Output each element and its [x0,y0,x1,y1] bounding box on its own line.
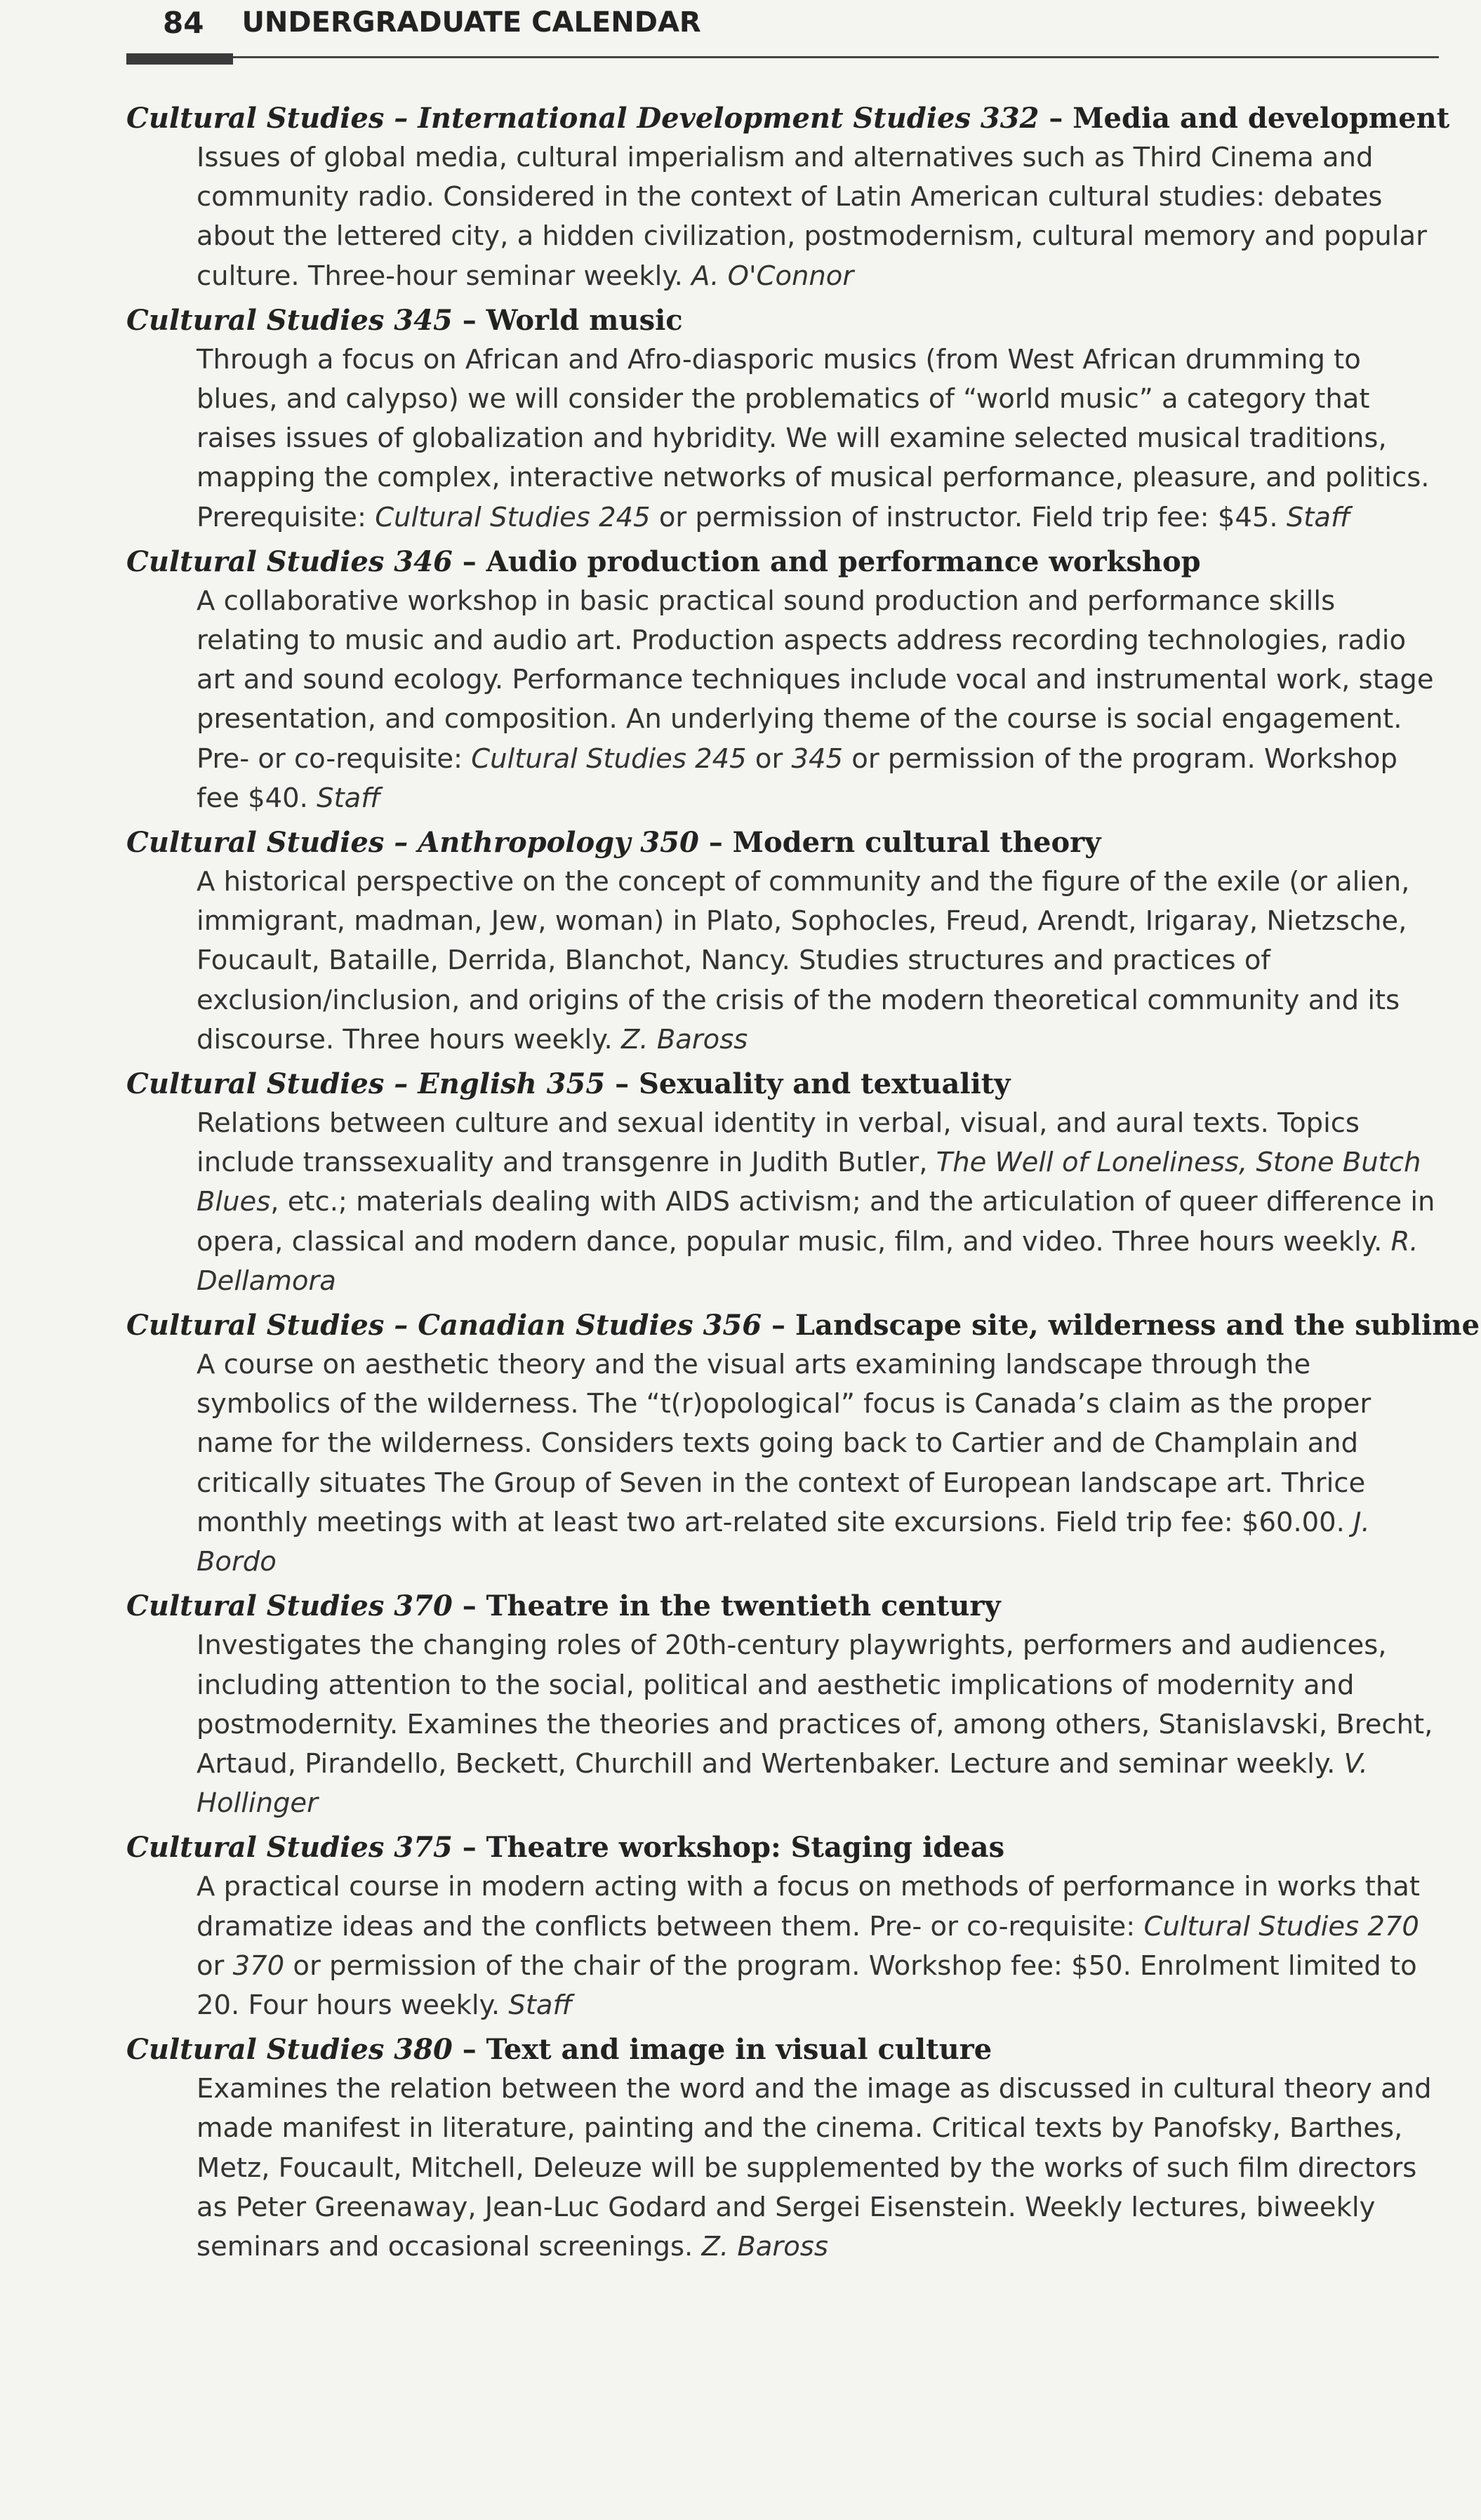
instructor: Staff [317,782,381,814]
instructor: A. O'Connor [691,260,854,292]
description-text: Through a focus on African and Afro-diasporic musics (from West African drumming to blues, and calypso) we will consider the problematics of “world music” a category that raises issues of globalization and hybridity. We will examine selected musical traditions, mapping the complex, interactive networks of musical performance, pleasure, and politics. Prerequisite: [197,343,1430,533]
description-text: or permission of the program. Workshop fee $40. [197,742,1397,814]
description-text: or permission of instructor. Field trip fee: $45. [658,501,1278,533]
course-entry [126,300,1439,538]
description-text: or [197,1949,225,1982]
course-heading: Cultural Studies 380 – Text and image in visual culture [126,2033,992,2067]
course-entry [126,1827,1439,2025]
course-heading: Cultural Studies – International Development Studies 332 – Media and development [126,102,1450,135]
description-text: Examines the relation between the word and the image as discussed in cultural theory and made manifest in literature, painting and the cinema. Critical texts by Panofsky, Barthes, Metz, Foucault, Mitchell, Deleuze will be supplemented by the works of such film directors as Peter Greenaway, Jean-Luc Godard and Sergei Eisenstein. Weekly lectures, biweekly seminars and occasional screenings. [197,2073,1432,2262]
course-description [197,1345,1439,1582]
description-text: or [755,742,783,775]
prerequisite-course: Cultural Studies 270 [1143,1910,1419,1942]
description-text: A historical perspective on the concept of community and the figure of the exile (or alien, immigrant, madman, Jew, woman) in Plato, Sophocles, Freud, Arendt, Irigaray, Nietzsche, Foucault, Bataille, Derrida, Blanchot, Nancy. Studies structures and practices of exclusion/inclusion, and origins of the crisis of the modern theoretical community and its discourse. Three hours weekly. [197,866,1410,1055]
instructor: Z. Baross [621,1023,748,1055]
description-text: A practical course in modern acting with a focus on methods of performance in works that dramatize ideas and the conflicts between them. Pre- or co-requisite: [197,1871,1420,1942]
course-code: Cultural Studies – International Development Studies 332 [126,102,1040,135]
course-heading: Cultural Studies – Canadian Studies 356 – Landscape site, wilderness and the sublime [126,1309,1480,1342]
running-title: UNDERGRADUATE CALENDAR [241,6,701,39]
course-heading: Cultural Studies 345 – World music [126,303,683,337]
prerequisite-course: Cultural Studies 245 [471,742,747,775]
course-description [197,340,1439,538]
course-title: World music [486,303,683,337]
course-entry [126,1586,1439,1823]
description-text: Investigates the changing roles of 20th-century playwrights, performers and audiences, including attention to the social, political and aesthetic implications of modernity and postmodernity. Examines the theories and practices of, among others, Stanislavski, Brecht, Artaud, Pirandello, Beckett, Churchill and Wertenbaker. Lecture and seminar weekly. [197,1629,1433,1780]
instructor: Z. Baross [701,2230,828,2262]
course-code: Cultural Studies – Canadian Studies 356 [126,1309,762,1342]
instructor: Staff [508,1989,573,2021]
page-header [163,3,701,42]
course-heading: Cultural Studies 375 – Theatre workshop: Staging ideas [126,1831,1005,1865]
course-description [197,582,1439,818]
header-rule [126,56,1439,58]
course-entry [126,1064,1439,1301]
course-title: Sexuality and textuality [639,1067,1011,1101]
course-title: Theatre workshop: Staging ideas [486,1831,1005,1865]
description-text: Issues of global media, cultural imperialism and alternatives such as Third Cinema and community radio. Considered in the context of Latin American cultural studies: debates about the lettered city, a hidden civilization, postmodernism, cultural memory and popular culture. Three-hour seminar weekly. [197,142,1427,292]
description-text: A collaborative workshop in basic practical sound production and performance skills relating to music and audio art. Production aspects address recording technologies, radio art and sound ecology. Performance techniques include vocal and instrumental work, stage presentation, and composition. An underlying theme of the course is social engagement. Pre- or co-requisite: [197,585,1434,775]
course-title: Modern cultural theory [732,826,1101,860]
course-description [197,2069,1439,2267]
course-title: Audio production and performance workshop [486,545,1201,578]
course-title: Media and development [1072,102,1450,135]
instructor: Staff [1286,501,1350,533]
course-code: Cultural Studies 370 [126,1589,453,1623]
course-title: Landscape site, wilderness and the sublime [795,1309,1480,1342]
course-code: Cultural Studies – English 355 [126,1067,606,1101]
instructor: J. Bordo [197,1506,1370,1578]
course-entry [126,822,1439,1060]
course-entry [126,542,1439,818]
description-text: , etc.; materials dealing with AIDS activism; and the articulation of queer difference in opera, classical and modern dance, popular music, film, and video. Three hours weekly. [197,1186,1435,1258]
cited-works: The Well of Loneliness, Stone Butch Blues [197,1147,1421,1218]
course-title: Text and image in visual culture [486,2033,992,2067]
course-code: Cultural Studies 346 [126,545,453,578]
description-text: Relations between culture and sexual identity in verbal, visual, and aural texts. Topics include transsexuality and transgenre in Judith Butler, [197,1107,1360,1179]
course-code: Cultural Studies – Anthropology 350 [126,826,699,860]
course-code: Cultural Studies 380 [126,2033,453,2067]
course-code: Cultural Studies 375 [126,1831,453,1865]
course-description [197,138,1439,296]
description-text: A course on aesthetic theory and the visual arts examining landscape through the symbolics of the wilderness. The “t(r)opological” focus is Canada’s claim as the proper name for the wilderness. Considers texts going back to Cartier and de Champlain and critically situates The Group of Seven in the context of European landscape art. Thrice monthly meetings with at least two art-related site excursions. Field trip fee: $60.00. [197,1349,1372,1538]
course-heading: Cultural Studies – Anthropology 350 – Modern cultural theory [126,826,1101,860]
course-code: Cultural Studies 345 [126,303,453,337]
course-description [197,1104,1439,1301]
course-description [197,1867,1439,2025]
page-number: 84 [163,5,204,40]
instructor: V. Hollinger [197,1747,1368,1820]
course-heading: Cultural Studies – English 355 – Sexuality and textuality [126,1067,1011,1101]
header-rule-accent [126,53,233,65]
instructor: R. Dellamora [197,1225,1419,1297]
course-entry [126,1305,1480,1582]
prerequisite-course: Cultural Studies 245 [375,501,651,533]
course-heading: Cultural Studies 370 – Theatre in the twentieth century [126,1589,1001,1623]
course-description [197,862,1439,1060]
course-description [197,1626,1439,1823]
course-entry [126,98,1450,296]
course-title: Theatre in the twentieth century [486,1589,1001,1623]
prerequisite-course: 345 [791,742,844,775]
course-entry [126,2029,1439,2267]
course-list [126,98,1480,2271]
description-text: or permission of the chair of the program. Workshop fee: $50. Enrolment limited to 20. Four hours weekly. [197,1949,1417,2021]
course-heading: Cultural Studies 346 – Audio production and performance workshop [126,545,1201,578]
prerequisite-course: 370 [232,1949,285,1982]
